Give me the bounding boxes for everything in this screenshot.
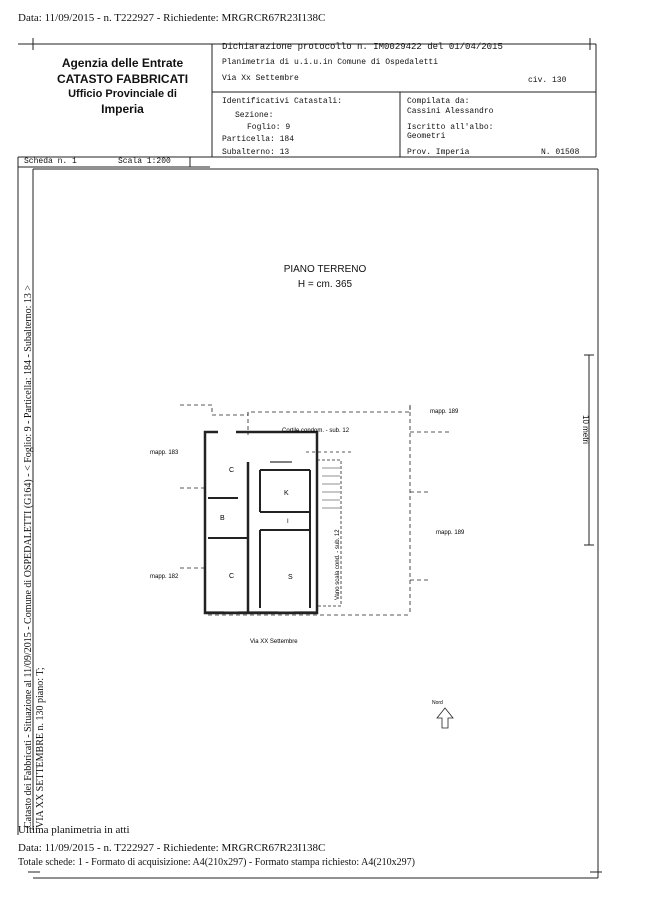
scheda-label: Scheda n. 1	[24, 157, 77, 166]
office-province: Imperia	[101, 102, 144, 116]
identifier-foglio: Foglio: 9	[247, 123, 291, 132]
mapp-189-right: mapp. 189	[436, 530, 465, 536]
cadastre-title: CATASTO FABBRICATI	[56, 72, 189, 86]
header-request-line: Data: 11/09/2015 - n. T222927 - Richiedente: MRGRCR67R23I138C	[18, 12, 326, 24]
room-b: B	[220, 515, 225, 522]
identifier-sezione: Sezione:	[235, 111, 274, 120]
register-value: Geometri	[407, 132, 446, 141]
registration-number: N. 01508	[541, 148, 580, 157]
street-label: Via XX Settembre	[250, 639, 298, 645]
footer-request-line: Data: 11/09/2015 - n. T222927 - Richiedente: MRGRCR67R23I138C	[18, 842, 326, 854]
floor-title: PIANO TERRENO	[283, 264, 367, 275]
floor-height: H = cm. 365	[297, 279, 353, 290]
scale-label: Scala 1:200	[118, 157, 171, 166]
mapp-182: mapp. 182	[150, 574, 179, 580]
mapp-183: mapp. 183	[150, 450, 179, 456]
compiled-label: Compilata da:	[407, 97, 470, 106]
register-label: Iscritto all'albo:	[407, 123, 494, 132]
property-address: Via Xx Settembre	[222, 74, 299, 83]
scale-bar-label: 10 metri	[581, 415, 590, 444]
protocol-declaration: Dichiarazione protocollo n. IM0029422 del 01/04/2015	[222, 42, 503, 52]
civic-number: civ. 130	[528, 76, 567, 85]
address-floor-vertical: VIA XX SETTEMBRE n. 130 piano: T;	[35, 667, 46, 828]
identifier-subalterno: Subalterno: 13	[222, 148, 290, 157]
mapp-189-top: mapp. 189	[430, 409, 459, 415]
office-label: Ufficio Provinciale di	[68, 88, 177, 100]
identifiers-title: Identificativi Catastali:	[222, 97, 343, 106]
room-s: S	[288, 574, 293, 581]
courtyard-label: Cortile condom. - sub. 12	[282, 428, 350, 434]
footer-totals: Totale schede: 1 - Formato di acquisizione: A4(210x297) - Formato stampa richiesto: A4(210x297)	[18, 857, 415, 868]
plan-municipality: Planimetria di u.i.u.in Comune di Ospedaletti	[222, 58, 439, 67]
identifier-particella: Particella: 184	[222, 135, 295, 144]
room-c2: C	[229, 573, 235, 580]
room-i: I	[287, 519, 289, 525]
room-c1: C	[229, 467, 235, 474]
compiled-name: Cassini Alessandro	[407, 107, 494, 116]
north-label: Nord	[432, 700, 443, 706]
stair-label: Vano scala cond. - sub. 12	[335, 529, 341, 600]
last-plan-label: Ultima planimetria in atti	[18, 824, 130, 836]
room-k: K	[284, 490, 289, 497]
agency-name: Agenzia delle Entrate	[61, 56, 184, 70]
cadastre-situation-vertical: Catasto dei Fabbricati - Situazione al 11/09/2015 - Comune di OSPEDALETTI (G164) - < Foglio: 9 - Particella: 184 - Subalterno: 13 >	[23, 284, 34, 828]
compiled-province: Prov. Imperia	[407, 148, 470, 157]
